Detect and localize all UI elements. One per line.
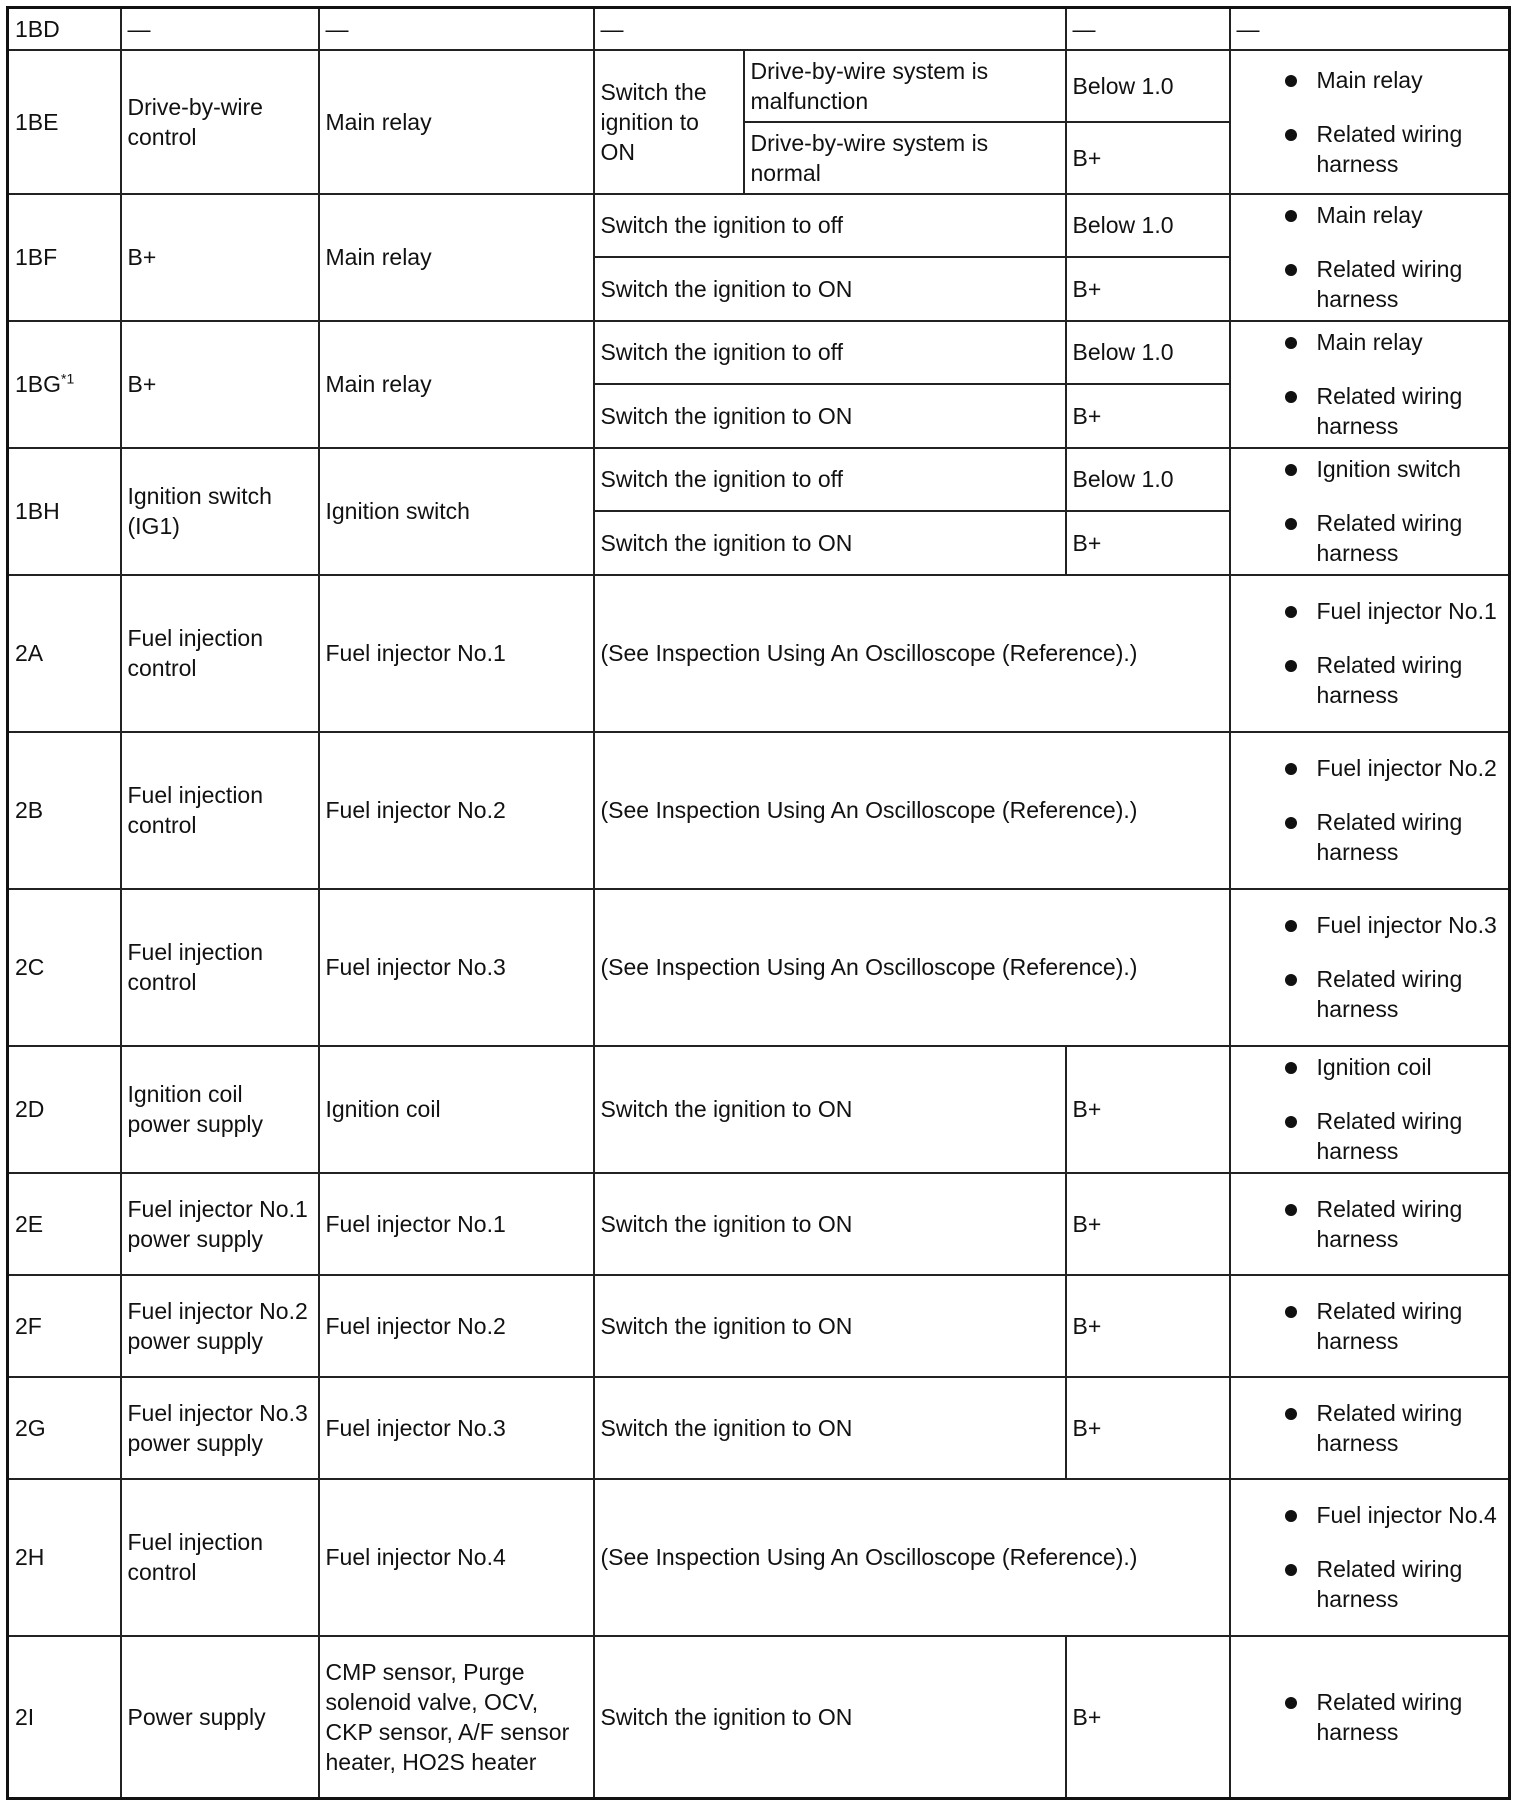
check-list [1237, 753, 1503, 867]
condition-cell: Switch the ignition to ON [594, 511, 1066, 575]
signal-cell: Fuel injector No.1 power supply [121, 1173, 319, 1275]
list-item: Related wiring harness [1237, 508, 1503, 568]
table-row [8, 1173, 1510, 1275]
value-cell: B+ [1066, 1636, 1230, 1799]
terminal-inspection-table [6, 6, 1511, 1800]
terminal-cell: 1BH [8, 448, 121, 575]
value-cell: B+ [1066, 1173, 1230, 1275]
terminal-cell: 2D [8, 1046, 121, 1173]
table-row [8, 1046, 1510, 1173]
value-cell: B+ [1066, 1046, 1230, 1173]
condition-cell: Switch the ignition to ON [594, 1173, 1066, 1275]
table-row [8, 8, 1510, 50]
condition-sub-cell: Drive-by-wire system is malfunction [744, 50, 1066, 122]
connected-cell: Fuel injector No.4 [319, 1479, 594, 1636]
connected-cell: CMP sensor, Purge solenoid valve, OCV, CKP sensor, A/F sensor heater, HO2S heater [319, 1636, 594, 1799]
check-cell [1230, 1636, 1510, 1799]
value-cell: B+ [1066, 1275, 1230, 1377]
signal-cell: B+ [121, 321, 319, 448]
value-cell: B+ [1066, 384, 1230, 448]
table-row [8, 1377, 1510, 1479]
value-cell: Below 1.0 [1066, 448, 1230, 511]
check-list [1237, 327, 1503, 441]
value-cell: B+ [1066, 511, 1230, 575]
check-list [1237, 1194, 1503, 1254]
list-item: Ignition switch [1237, 454, 1503, 484]
check-list [1237, 1687, 1503, 1747]
connected-cell: Fuel injector No.2 [319, 732, 594, 889]
signal-cell: Ignition switch (IG1) [121, 448, 319, 575]
check-cell [1230, 732, 1510, 889]
value-cell: B+ [1066, 122, 1230, 194]
terminal-cell: 2F [8, 1275, 121, 1377]
check-list [1237, 65, 1503, 179]
connected-cell: Ignition coil [319, 1046, 594, 1173]
list-item: Related wiring harness [1237, 1296, 1503, 1356]
check-list [1237, 1500, 1503, 1614]
list-item: Ignition coil [1237, 1052, 1503, 1082]
condition-cell: — [594, 8, 1066, 50]
terminal-footnote: *1 [61, 370, 75, 387]
value-cell: Below 1.0 [1066, 321, 1230, 384]
terminal-cell: 1BE [8, 50, 121, 194]
signal-cell: Fuel injection control [121, 889, 319, 1046]
connected-cell: Fuel injector No.1 [319, 575, 594, 732]
list-item: Related wiring harness [1237, 964, 1503, 1024]
check-cell [1230, 889, 1510, 1046]
terminal-cell: 2A [8, 575, 121, 732]
list-item: Main relay [1237, 65, 1503, 95]
list-item: Related wiring harness [1237, 1554, 1503, 1614]
check-cell [1230, 1275, 1510, 1377]
connected-cell: Fuel injector No.2 [319, 1275, 594, 1377]
connected-cell: Fuel injector No.3 [319, 889, 594, 1046]
connected-cell: Main relay [319, 321, 594, 448]
condition-cell: Switch the ignition to off [594, 448, 1066, 511]
connected-cell: Main relay [319, 50, 594, 194]
check-cell [1230, 448, 1510, 575]
condition-cell: Switch the ignition to ON [594, 1046, 1066, 1173]
connected-cell: — [319, 8, 594, 50]
value-cell: Below 1.0 [1066, 50, 1230, 122]
terminal-cell: 2B [8, 732, 121, 889]
check-list [1237, 910, 1503, 1024]
table-row [8, 732, 1510, 889]
table-row [8, 1275, 1510, 1377]
signal-cell: B+ [121, 194, 319, 321]
signal-cell: Drive-by-wire control [121, 50, 319, 194]
list-item: Related wiring harness [1237, 807, 1503, 867]
terminal-cell: 1BF [8, 194, 121, 321]
table-row [8, 50, 1510, 122]
list-item: Related wiring harness [1237, 254, 1503, 314]
condition-cell: Switch the ignition to off [594, 321, 1066, 384]
condition-cell: Switch the ignition to ON [594, 1636, 1066, 1799]
list-item: Fuel injector No.1 [1237, 596, 1503, 626]
check-cell [1230, 575, 1510, 732]
value-cell: — [1066, 8, 1230, 50]
condition-main-cell: Switch the ignition to ON [594, 50, 744, 194]
value-cell: B+ [1066, 1377, 1230, 1479]
condition-cell: Switch the ignition to ON [594, 257, 1066, 321]
table-row [8, 1479, 1510, 1636]
terminal-cell: 1BD [8, 8, 121, 50]
condition-cell: Switch the ignition to ON [594, 1275, 1066, 1377]
list-item: Main relay [1237, 327, 1503, 357]
terminal-cell: 2I [8, 1636, 121, 1799]
list-item: Fuel injector No.4 [1237, 1500, 1503, 1530]
check-cell [1230, 1479, 1510, 1636]
value-cell: Below 1.0 [1066, 194, 1230, 257]
list-item: Related wiring harness [1237, 1687, 1503, 1747]
terminal-cell: 2G [8, 1377, 121, 1479]
list-item: Fuel injector No.2 [1237, 753, 1503, 783]
list-item: Related wiring harness [1237, 650, 1503, 710]
check-cell [1230, 1377, 1510, 1479]
condition-cell: (See Inspection Using An Oscilloscope (Reference).) [594, 732, 1230, 889]
condition-cell: Switch the ignition to ON [594, 384, 1066, 448]
list-item: Main relay [1237, 200, 1503, 230]
terminal-cell [8, 321, 121, 448]
list-item: Related wiring harness [1237, 381, 1503, 441]
signal-cell: Fuel injection control [121, 1479, 319, 1636]
connected-cell: Fuel injector No.1 [319, 1173, 594, 1275]
condition-cell: (See Inspection Using An Oscilloscope (Reference).) [594, 575, 1230, 732]
list-item: Related wiring harness [1237, 1106, 1503, 1166]
check-list [1237, 1296, 1503, 1356]
list-item: Related wiring harness [1237, 119, 1503, 179]
signal-cell: — [121, 8, 319, 50]
condition-cell: Switch the ignition to ON [594, 1377, 1066, 1479]
terminal-cell: 2H [8, 1479, 121, 1636]
table-row [8, 194, 1510, 257]
signal-cell: Power supply [121, 1636, 319, 1799]
check-cell [1230, 1173, 1510, 1275]
signal-cell: Fuel injection control [121, 575, 319, 732]
check-list [1237, 454, 1503, 568]
table-row [8, 448, 1510, 511]
signal-cell: Fuel injection control [121, 732, 319, 889]
connected-cell: Fuel injector No.3 [319, 1377, 594, 1479]
table-row [8, 889, 1510, 1046]
terminal-cell: 2C [8, 889, 121, 1046]
signal-cell: Fuel injector No.2 power supply [121, 1275, 319, 1377]
table-row [8, 1636, 1510, 1799]
check-cell: — [1230, 8, 1510, 50]
check-list [1237, 1052, 1503, 1166]
signal-cell: Ignition coil power supply [121, 1046, 319, 1173]
check-cell [1230, 50, 1510, 194]
list-item: Related wiring harness [1237, 1194, 1503, 1254]
value-cell: B+ [1066, 257, 1230, 321]
terminal-cell: 2E [8, 1173, 121, 1275]
check-list [1237, 1398, 1503, 1458]
table-row [8, 575, 1510, 732]
condition-cell: (See Inspection Using An Oscilloscope (Reference).) [594, 1479, 1230, 1636]
check-cell [1230, 194, 1510, 321]
list-item: Related wiring harness [1237, 1398, 1503, 1458]
check-list [1237, 200, 1503, 314]
connected-cell: Ignition switch [319, 448, 594, 575]
list-item: Fuel injector No.3 [1237, 910, 1503, 940]
signal-cell: Fuel injector No.3 power supply [121, 1377, 319, 1479]
check-list [1237, 596, 1503, 710]
terminal-label: 1BG [15, 371, 62, 397]
condition-cell: (See Inspection Using An Oscilloscope (Reference).) [594, 889, 1230, 1046]
check-cell [1230, 321, 1510, 448]
condition-sub-cell: Drive-by-wire system is normal [744, 122, 1066, 194]
table-row [8, 321, 1510, 384]
condition-cell: Switch the ignition to off [594, 194, 1066, 257]
check-cell [1230, 1046, 1510, 1173]
connected-cell: Main relay [319, 194, 594, 321]
